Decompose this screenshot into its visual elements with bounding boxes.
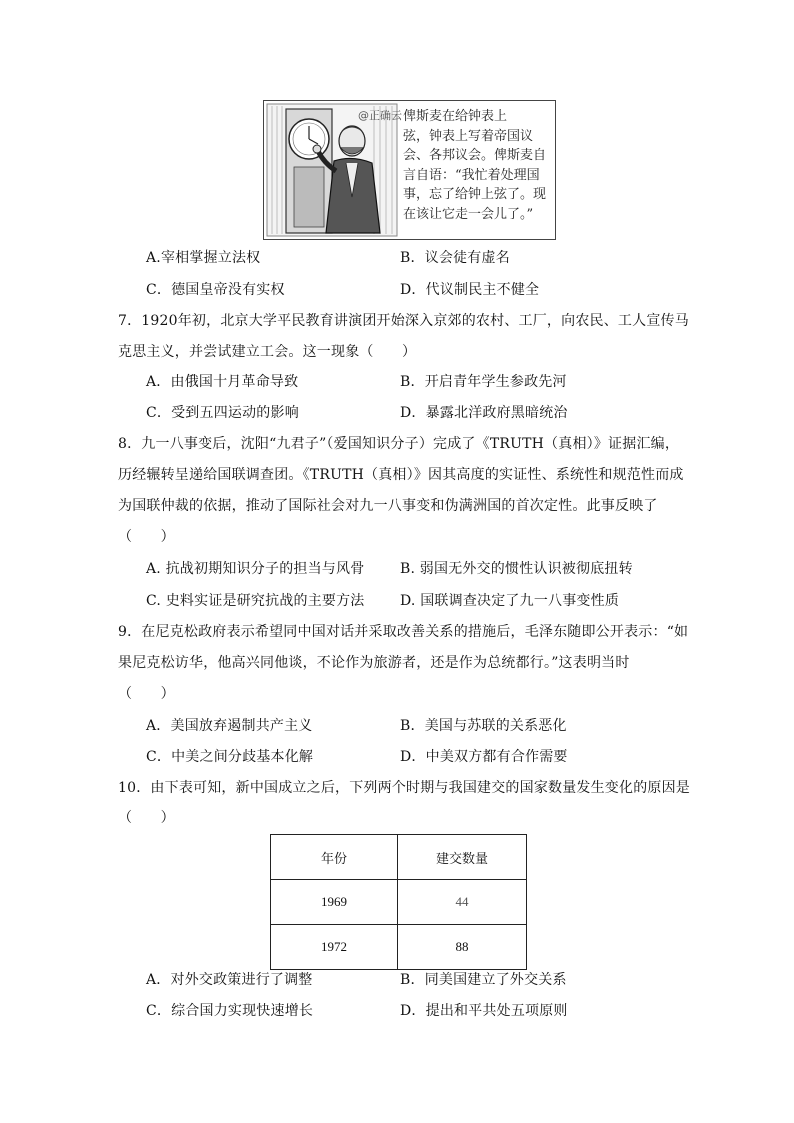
q10-option-b: B．同美国建立了外交关系	[400, 972, 567, 988]
q9-option-b: B．美国与苏联的关系恶化	[400, 718, 567, 734]
q8-stem-line-2: 历经辗转呈递给国联调查团。《TRUTH（真相）》因其高度的实证性、系统性和规范性而成	[118, 467, 684, 483]
watermark-text: @正确云	[358, 109, 402, 122]
q8-option-c: C. 史料实证是研究抗战的主要方法	[146, 593, 365, 609]
table-row	[271, 880, 527, 925]
q7-option-c: C．受到五四运动的影响	[146, 405, 299, 421]
q9-option-d: D．中美双方都有合作需要	[400, 749, 568, 765]
q9-stem-line-2: 果尼克松访华，他高兴同他谈，不论作为旅游者，还是作为总统都行。”这表明当时	[118, 655, 630, 671]
q7-option-d: D．暴露北洋政府黑暗统治	[400, 405, 568, 421]
table-cell-year: 1969	[271, 880, 398, 925]
table-header-row	[271, 835, 527, 880]
caption-line: 弦，钟表上写着帝国议	[403, 128, 534, 144]
caption-line: 俾斯麦在给钟表上	[403, 109, 508, 124]
q7-stem-line-2: 克思主义，并尝试建立工会。这一现象（ ）	[118, 344, 417, 360]
q6-option-b: B．议会徒有虚名	[400, 250, 510, 266]
q10-option-d: D．提出和平共处五项原则	[400, 1003, 568, 1019]
q7-option-a: A．由俄国十月革命导致	[146, 374, 299, 390]
q8-stem-line-1: 8．九一八事变后，沈阳“九君子”（爱国知识分子）完成了《TRUTH（真相）》证据汇编，	[118, 436, 680, 452]
q6-option-a: A.宰相掌握立法权	[146, 250, 261, 266]
caption-line: 言自语：“我忙着处理国	[403, 167, 540, 183]
q7-option-b: B．开启青年学生参政先河	[400, 374, 567, 390]
q9-stem-line-1: 9．在尼克松政府表示希望同中国对话并采取改善关系的措施后，毛泽东随即公开表示：“如	[118, 624, 689, 640]
q10-stem-line-2: （ ）	[118, 810, 175, 826]
q6-option-c: C．德国皇帝没有实权	[146, 282, 285, 298]
q8-stem-line-4: （ ）	[118, 529, 175, 545]
q6-option-d: D．代议制民主不健全	[400, 282, 540, 298]
q10-option-a: A．对外交政策进行了调整	[146, 972, 313, 988]
diplomatic-relations-table	[270, 834, 527, 970]
caption-line: 会、各邦议会。俾斯麦自	[403, 148, 547, 163]
cartoon-caption	[403, 107, 551, 224]
caption-line: 事，忘了给钟上弦了。现	[403, 187, 547, 202]
table-cell-year: 1972	[271, 925, 398, 970]
q8-stem-line-3: 为国联仲裁的依据，推动了国际社会对九一八事变和伪满洲国的首次定性。此事反映了	[118, 498, 658, 514]
table-header-cell: 年份	[271, 835, 398, 880]
q9-option-a: A．美国放弃遏制共产主义	[146, 718, 313, 734]
table-cell-count: 44	[398, 880, 527, 925]
caption-line: 在该让它走一会儿了。”	[403, 206, 534, 222]
table-cell-count: 88	[398, 925, 527, 970]
q7-stem-line-1: 7．1920年初，北京大学平民教育讲演团开始深入京郊的农村、工厂，向农民、工人宣传马	[118, 313, 689, 329]
bismarck-cartoon	[263, 100, 556, 240]
q10-option-c: C．综合国力实现快速增长	[146, 1003, 314, 1019]
table-row	[271, 925, 527, 970]
q9-stem-line-3: （ ）	[118, 686, 175, 702]
q8-option-d: D. 国联调查决定了九一八事变性质	[400, 593, 620, 609]
q10-stem-line-1: 10．由下表可知，新中国成立之后，下列两个时期与我国建交的国家数量发生变化的原因是	[118, 780, 691, 796]
q8-option-a: A. 抗战初期知识分子的担当与风骨	[146, 561, 365, 577]
q8-option-b: B. 弱国无外交的惯性认识被彻底扭转	[400, 561, 633, 577]
q9-option-c: C．中美之间分歧基本化解	[146, 749, 314, 765]
table-header-cell: 建交数量	[398, 835, 527, 880]
